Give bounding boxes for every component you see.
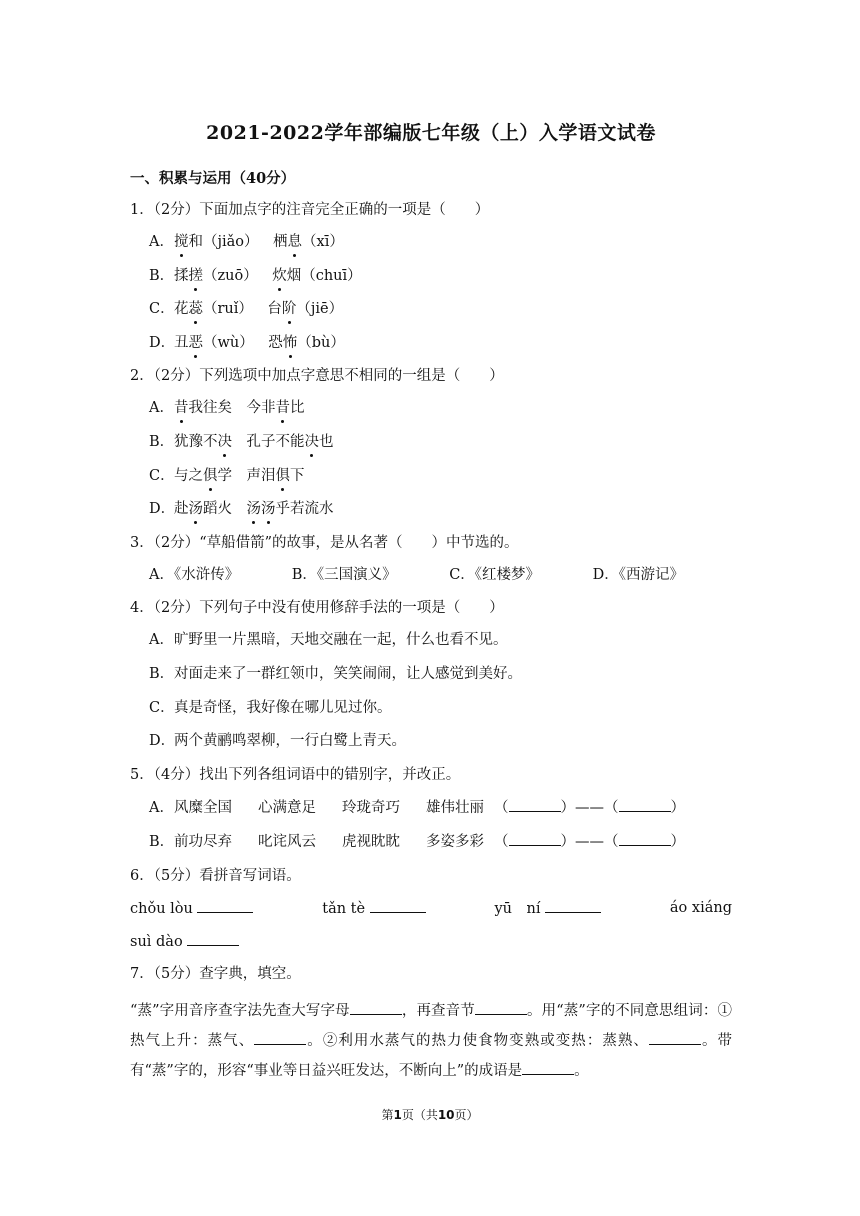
pinyin-item: yū ní [494,898,601,919]
page-number: 1 [393,1108,402,1122]
option-b: B．揉搓（zuō） 炊烟（chuī） [149,267,362,284]
question-1 [130,200,732,353]
section-heading: 一、积累与运用（40分） [130,170,296,187]
answer-blank[interactable] [197,898,253,913]
dotted-char: 阶 [281,301,297,318]
answer-blank[interactable] [350,1000,402,1015]
question-stem: 6．（5分）看拼音写词语。 [130,867,301,884]
answer-blank[interactable] [370,898,426,913]
word: 玲珑奇巧 [342,799,400,816]
word: 心满意足 [258,799,316,816]
question-5 [130,765,732,853]
option-c: C．《红楼梦》 [449,566,541,583]
answer-blank[interactable] [509,797,561,812]
option-a: A．旷野里一片黑暗，天地交融在一起，什么也看不见。 [149,632,508,649]
dotted-char: 怖 [282,334,298,351]
dotted-char: 炊 [272,267,287,284]
option-b: B．《三国演义》 [291,566,397,583]
answer-blank[interactable] [619,831,671,846]
question-stem: 1．（2分）下面加点字的注音完全正确的一项是（ ） [130,202,490,218]
word-group-a: A．风糜全国 心满意足 玲珑奇巧 雄伟壮丽 （ ）——（ ） [130,797,732,818]
word: 前功尽弃 [174,834,232,851]
option-b: B．犹豫不决 孔子不能决也 [149,433,334,450]
answer-blank[interactable] [545,898,601,913]
answer-blank[interactable] [187,931,239,946]
dotted-char: 昔 [275,400,290,417]
answer-blank[interactable] [475,1000,527,1015]
option-d: D．丑恶（wù） 恐怖（bù） [149,334,345,351]
pinyin-item: suì dào [130,931,239,952]
dotted-char: 俱 [275,467,290,484]
pinyin-item: tǎn tè [322,898,425,919]
answer-blank[interactable] [619,797,671,812]
option-d: D．赴汤蹈火 汤汤乎若流水 [149,501,334,518]
dotted-char: 昔 [174,400,189,417]
question-stem: 2．（2分）下列选项中加点字意思不相同的一组是（ ） [130,368,504,385]
option-b: B．对面走来了一群红领巾，笑笑闹闹，让人感觉到美好。 [149,665,522,682]
question-stem: 4．（2分）下列句子中没有使用修辞手法的一项是（ ） [130,600,504,617]
question-2 [130,366,732,519]
word: 雄伟壮丽 [426,799,484,816]
option-row [130,565,684,585]
question-4 [130,598,732,751]
pinyin-item: áo xiáng [669,899,732,916]
answer-blank[interactable] [649,1030,701,1045]
pinyin-row [130,931,732,952]
option-a: A．昔我往矣 今非昔比 [149,400,305,417]
dotted-char: 恶 [188,334,203,351]
dotted-char: 决 [304,433,319,450]
word: 叱诧风云 [258,834,316,851]
dotted-char: 搅 [174,234,189,250]
option-d: D．两个黄鹂鸣翠柳，一行白鹭上青天。 [149,733,406,750]
dotted-char: 俱 [203,467,218,484]
word: 风糜全国 [174,799,232,816]
page-title: 2021-2022学年部编版七年级（上）入学语文试卷 [206,122,656,144]
page-footer: 第1页（共10页） [381,1108,479,1122]
dotted-char: 汤 [188,501,203,518]
option-a: A．搅和（jiǎo） 栖息（xī） [149,234,344,250]
answer-blank[interactable] [254,1030,306,1045]
pinyin-item: chǒu lòu [130,898,253,919]
question-body: “蒸”字用音序查字法先查大写字母 ，再查音节 。用“蒸”字的不同意思组词：①热气上升：蒸气、 。②利用水蒸气的热力使食物变熟或变热：蒸熟、 。带有“蒸”字的，形容“事业等日益兴旺发达，不断向上”的成语是 。 [130,996,732,1086]
question-6 [130,866,732,952]
pinyin-row [130,898,732,919]
word: 多姿多彩 [426,834,484,851]
word: 虎视眈眈 [342,834,400,851]
circled-1: ① [717,1002,733,1019]
dotted-char: 息 [287,234,303,250]
dotted-char: 汤 [246,501,261,518]
option-c: C．真是奇怪，我好像在哪儿见过你。 [149,699,392,716]
answer-blank[interactable] [522,1060,574,1075]
question-stem: 5．（4分）找出下列各组词语中的错别字，并改正。 [130,766,461,783]
word-group-b: B．前功尽弃 叱诧风云 虎视眈眈 多姿多彩 （ ）——（ ） [130,831,732,852]
option-c: C．花蕊（ruǐ） 台阶（jiē） [149,301,344,318]
question-3 [130,533,732,585]
question-stem: 3．（2分）“草船借箭”的故事，是从名著（ ）中节选的。 [130,534,519,551]
circled-2: ② [322,1032,339,1049]
option-a: A．《水浒传》 [149,566,240,583]
dotted-char: 汤 [261,501,276,518]
option-d: D．《西游记》 [592,566,684,583]
dotted-char: 蕊 [188,301,203,318]
page-total: 10 [437,1108,455,1122]
question-7 [130,964,732,1086]
option-c: C．与之俱学 声泪俱下 [149,467,305,484]
dotted-char: 搓 [188,267,203,284]
dotted-char: 决 [217,433,232,450]
answer-blank[interactable] [509,831,561,846]
question-stem: 7．（5分）查字典，填空。 [130,965,301,982]
